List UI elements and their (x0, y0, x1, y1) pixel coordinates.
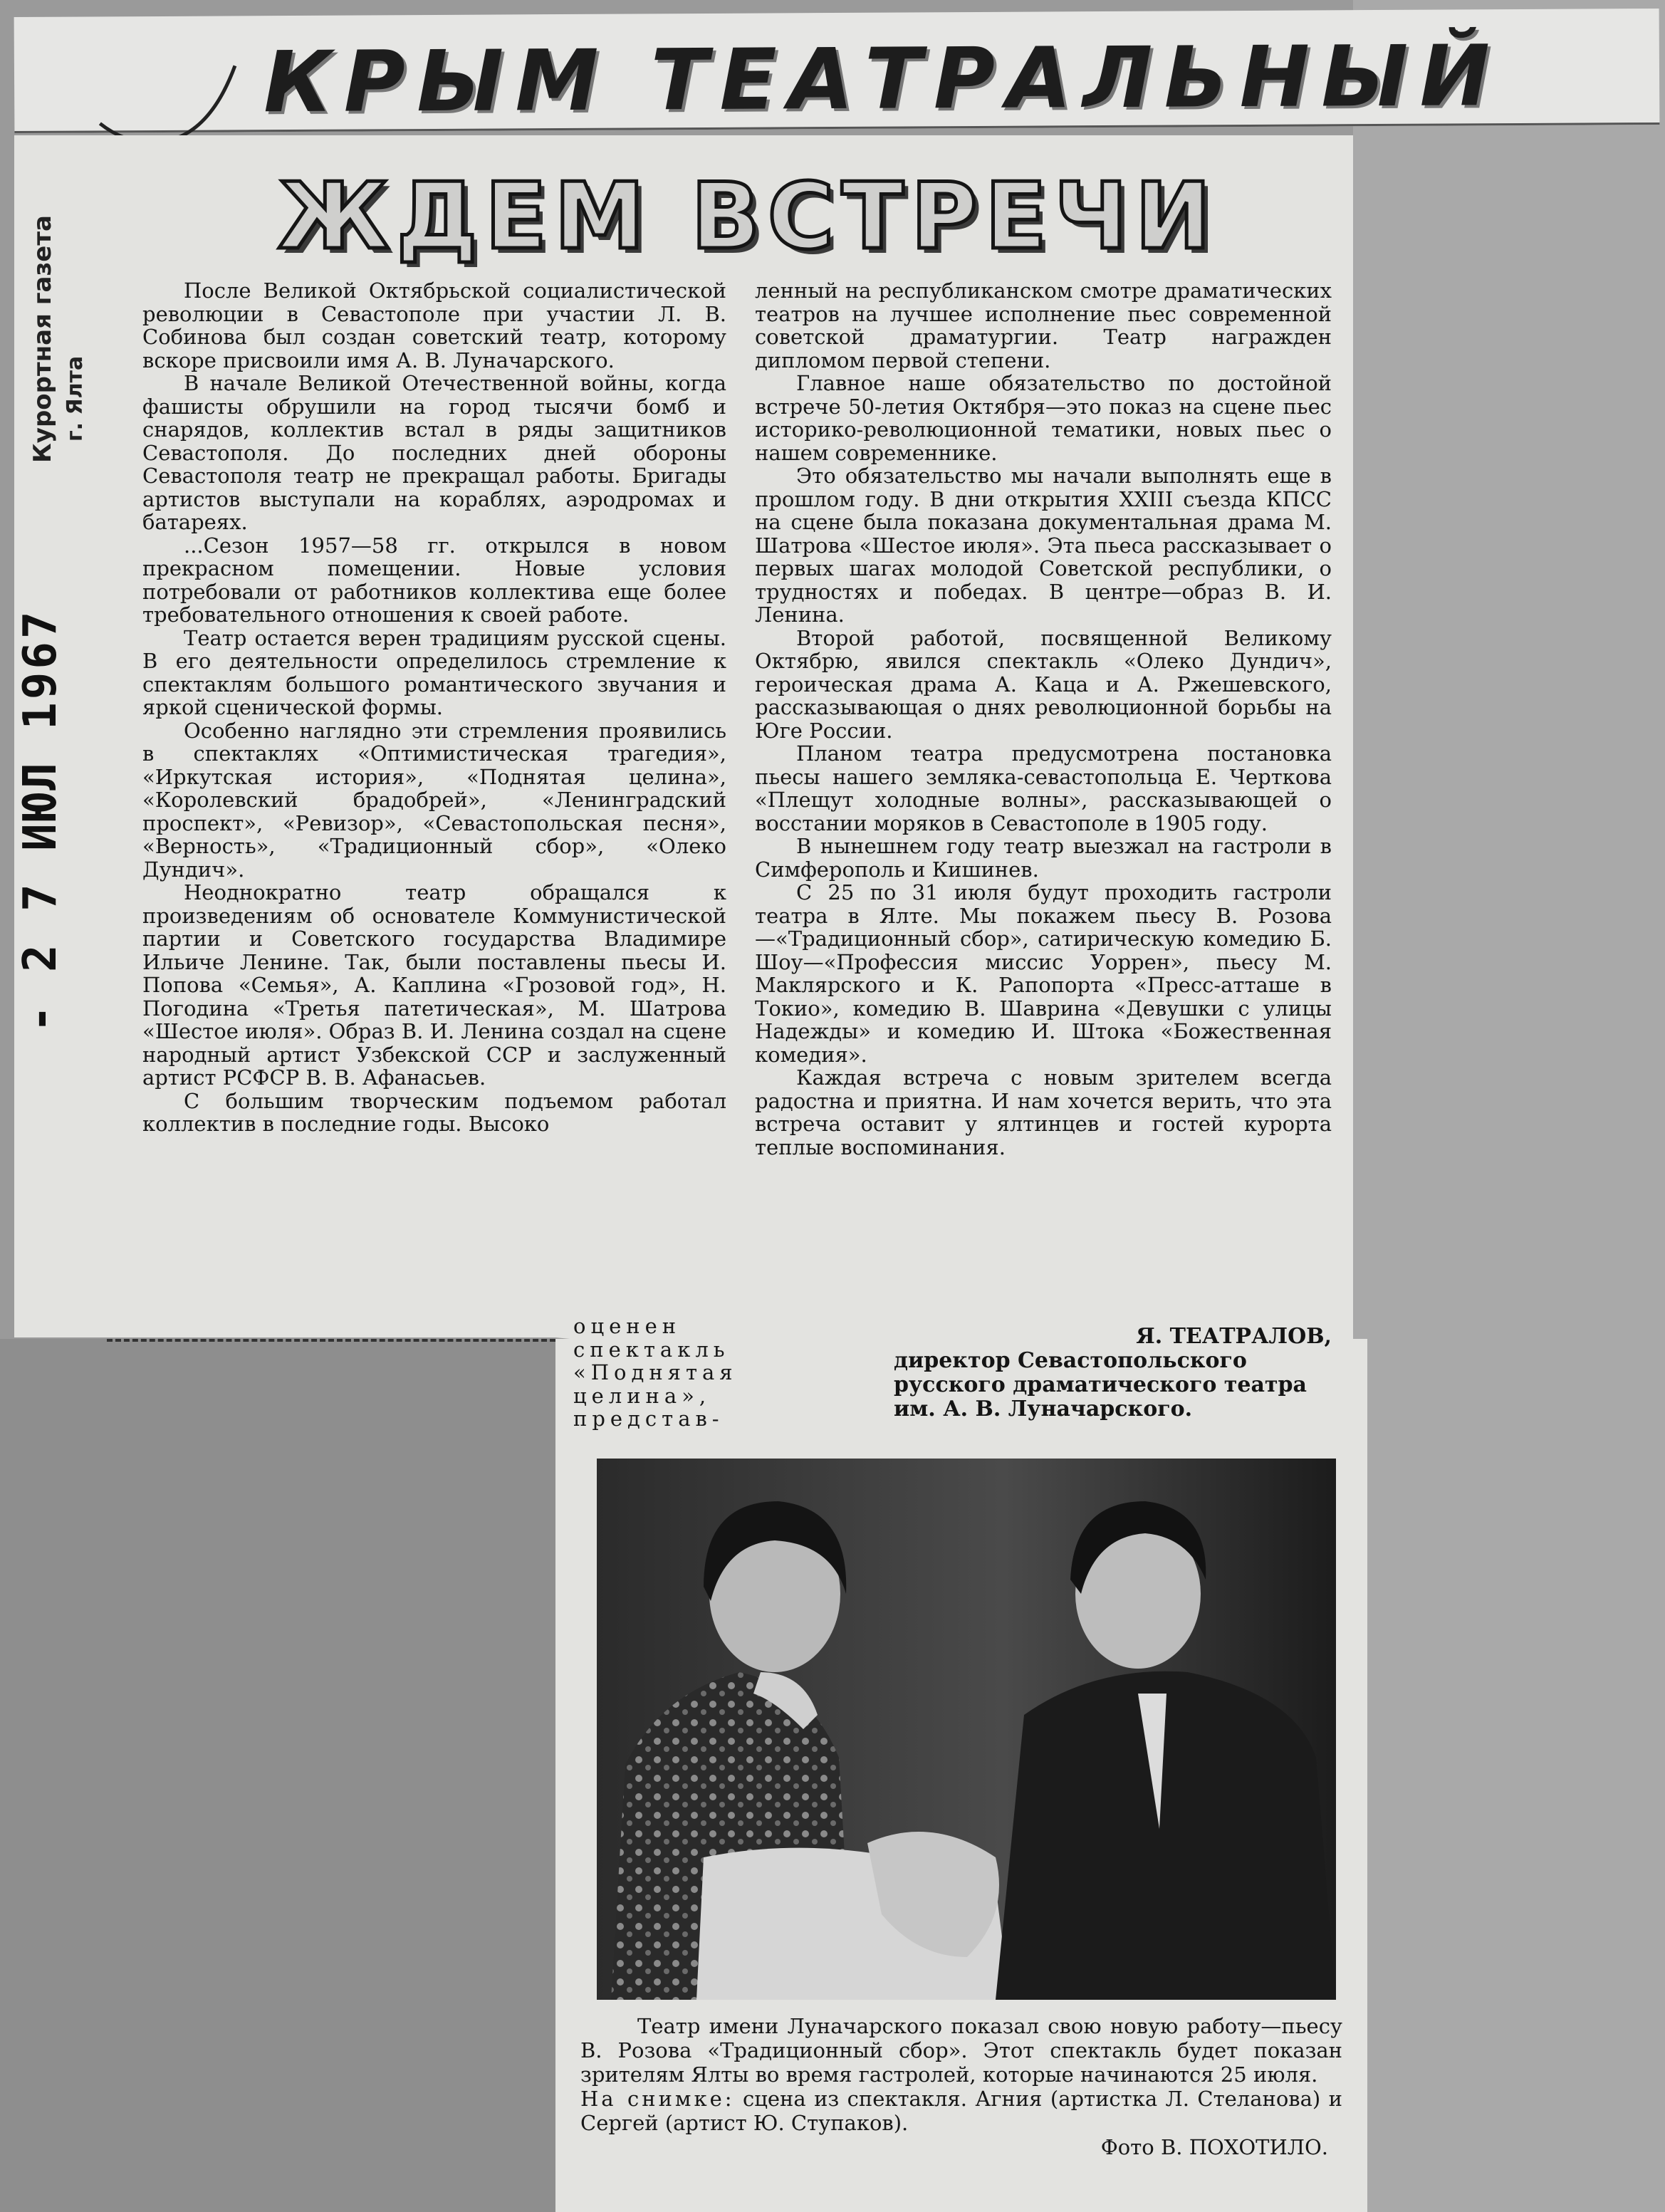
date-stamp: - 2 7 ИЮЛ 1967 (14, 608, 67, 1033)
photo-illustration (597, 1459, 1336, 2000)
author-name: Я. ТЕАТРАЛОВ, (1136, 1324, 1332, 1349)
paragraph: Второй работой, посвященной Великому Октябрю, явился спектакль «Олеко Дундич», героическая драма А. Каца и А. Ржешевского, рассказывающая о днях революционной борьбы на Юге России. (755, 625, 1332, 743)
caption-line (580, 2087, 1342, 2135)
author-signature (755, 1325, 1332, 1421)
article-column-left-tail: оценен спектакль «Поднятая целина», представ- (573, 1314, 738, 1431)
section-title: КРЫМ ТЕАТРАЛЬНЫЙ (263, 26, 1502, 132)
article-column-right (755, 279, 1332, 1159)
paragraph: После Великой Октябрьской социалистической революции в Севастополе при участии Л. В. Собинова был создан советский театр, которому вскоре присвоили имя А. В. Луначарского. (142, 278, 726, 372)
article-column-left (142, 279, 726, 1136)
caption-label: На снимке: (580, 2087, 735, 2111)
author-position: директор Севастопольского русского драматического театра им. А. В. Луначарского. (894, 1348, 1307, 1421)
paragraph: В нынешнем году театр выезжал на гастроли в Симферополь и Кишинев. (755, 834, 1332, 882)
paragraph: Театр остается верен традициям русской сцены. В его деятельности определилось стремление к спектаклям большого романтического звучания и яркой сценической формы. (142, 625, 726, 719)
paragraph: Каждая встреча с новым зрителем всегда радостна и приятна. И нам хочется верить, что эта встреча оставит у ялтинцев и гостей курорта теплые воспоминания. (755, 1065, 1332, 1159)
background-board-lower (0, 1339, 555, 2212)
newspaper-source: Курортная газета (28, 215, 57, 463)
paragraph: В начале Великой Отечественной войны, когда фашисты обрушили на город тысячи бомб и снарядов, коллектив встал в ряды защитников Севастополя. До последних дней обороны Севастополя театр не прекращал работы. Бригады артистов выступали на кораблях, аэродромах и батареях. (142, 371, 726, 534)
paragraph: Планом театра предусмотрена постановка пьесы нашего земляка-севастопольца Е. Черткова «Плещут холодные волны», рассказывающей о восстании моряков в Севастополе в 1905 году. (755, 741, 1332, 835)
caption-text: Театр имени Луначарского показал свою новую работу—пьесу В. Розова «Традиционный сбор». Этот спектакль будет показан зрителям Ялты во время гастролей, которые начинаются 25 июля. (580, 2014, 1342, 2087)
background-board (1353, 0, 1665, 2212)
paragraph: ленный на республиканском смотре драматических театров на лучшее исполнение пьес современной советской драматургии. Театр награжден дипломом первой степени. (755, 278, 1332, 372)
photo-credit: Фото В. ПОХОТИЛО. (1100, 2135, 1328, 2159)
paragraph: С 25 по 31 июля будут проходить гастроли театра в Ялте. Мы покажем пьесу В. Розова—«Традиционный сбор», сатирическую комедию Б. Шоу—«Профессия миссис Уоррен», пьесу М. Маклярского и К. Рапопорта «Пресс-атташе в Токио», комедию В. Шаврина «Девушки с улицы Надежды» и комедию И. Штока «Божественная комедия». (755, 880, 1332, 1067)
paragraph: Это обязательство мы начали выполнять еще в прошлом году. В дни открытия XXIII съезда КПСС на сцене была показана документальная драма М. Шатрова «Шестое июля». Эта пьеса рассказывает о первых шагах молодой Советской республики, о трудностях и победах. В центре—образ В. И. Ленина. (755, 464, 1332, 627)
paragraph: С большим творческим подъемом работал коллектив в последние годы. Высоко (142, 1088, 726, 1136)
paragraph: ...Сезон 1957—58 гг. открылся в новом прекрасном помещении. Новые условия потребовали от работников коллектива еще более требовательного отношения к своей работе. (142, 533, 726, 627)
header-clipping (14, 9, 1660, 133)
stage-photo (597, 1459, 1336, 2000)
caption-detail: сцена из спектакля. Агния (артистка Л. Стеланова) и Сергей (артист Ю. Ступаков). (580, 2087, 1343, 2135)
photo-caption (580, 2014, 1342, 2159)
article-headline: ЖДЕМ ВСТРЕЧИ (278, 164, 1218, 270)
paragraph: Особенно наглядно эти стремления проявились в спектаклях «Оптимистическая трагедия», «Иркутская история», «Поднятая целина», «Королевский брадобрей», «Ленинградский проспект», «Ревизор», «Севастопольская песня», «Верность», «Традиционный сбор», «Олеко Дундич». (142, 718, 726, 882)
tear-line (107, 1339, 555, 1342)
paragraph: Неоднократно театр обращался к произведениям об основателе Коммунистической партии и Советского государства Владимире Ильиче Ленине. Так, были поставлены пьесы И. Попова «Семья», А. Каплина «Грозовой год», Н. Погодина «Третья патетическая», М. Шатрова «Шестое июля». Образ В. И. Ленина создал на сцене народный артист Узбекской ССР и заслуженный артист РСФСР В. В. Афанасьев. (142, 880, 726, 1090)
paragraph: Главное наше обязательство по достойной встрече 50-летия Октября—это показ на сцене пьес историко-революционной тематики, новых пьес о нашем современнике. (755, 371, 1332, 465)
newspaper-city: г. Ялта (63, 355, 88, 442)
